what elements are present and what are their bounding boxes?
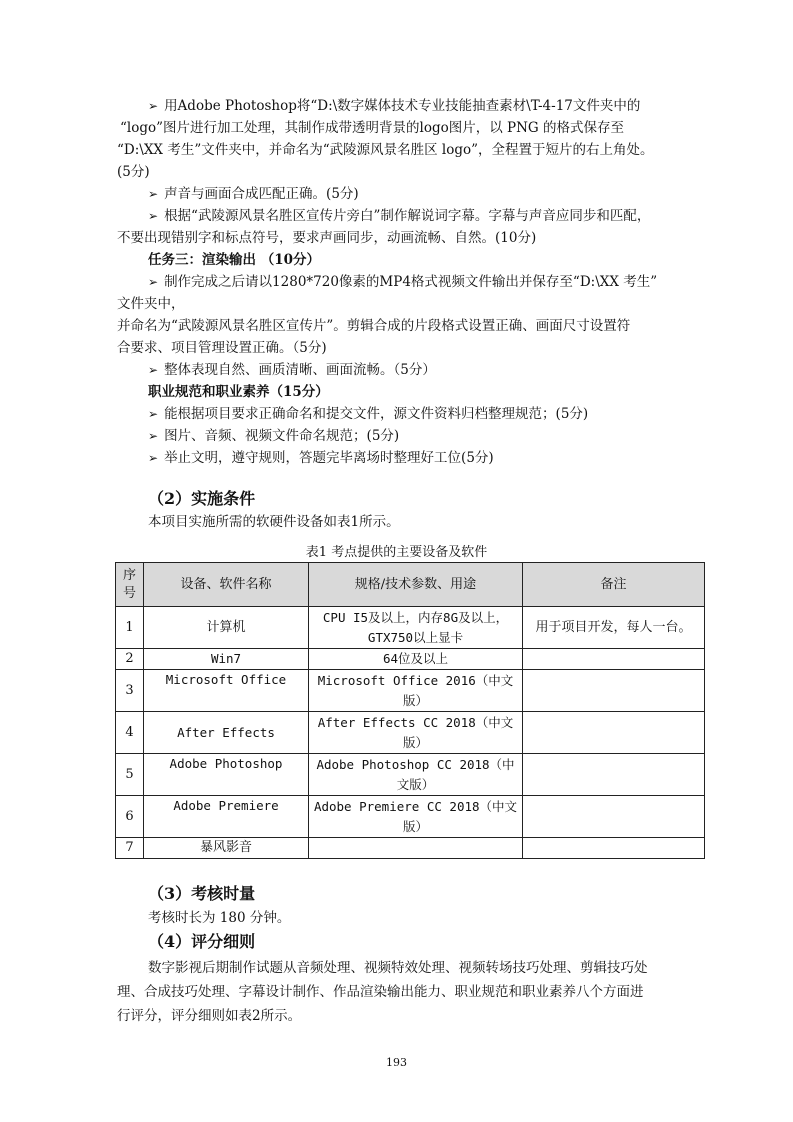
section2-text: 本项目实施所需的软硬件设备如表1所示。 (148, 514, 400, 530)
cell-spec: Microsoft Office 2016（中文版） (309, 670, 523, 712)
task3-line-2: 文件夹中， (117, 296, 185, 312)
prof-bullet-3: ➢ 举止文明，遵守规则，答题完毕离场时整理好工位(5分) (148, 448, 494, 468)
cell-note (523, 712, 705, 754)
table-row (116, 649, 705, 670)
table-row (116, 670, 705, 712)
cell-spec: Adobe Photoshop CC 2018（中文版） (309, 754, 523, 796)
cell-name: After Effects (144, 712, 309, 754)
section3-text: 考核时长为 180 分钟。 (148, 910, 291, 926)
cell-name: Adobe Premiere (144, 796, 309, 838)
bullet-subtitle-2: 不要出现错别字和标点符号，要求声画同步，动画流畅、自然。(10分) (117, 230, 537, 246)
header-spec: 规格/技术参数、用途 (309, 563, 523, 607)
cell-note (523, 649, 705, 670)
table-row (116, 607, 705, 649)
cell-no: 4 (116, 712, 144, 754)
prof-title: 职业规范和职业素养（15分） (148, 384, 329, 400)
cell-no: 5 (116, 754, 144, 796)
cell-note (523, 838, 705, 859)
cell-note (523, 796, 705, 838)
intro-line-3: “D:\XX 考生”文件夹中，并命名为“武陵源风景名胜区 logo”，全程置于短片的右上角处。 (117, 142, 654, 158)
bullet-sound: ➢ 声音与画面合成匹配正确。(5分) (148, 184, 359, 204)
table-row (116, 712, 705, 754)
table-row (116, 838, 705, 859)
task3-line-3: 并命名为“武陵源风景名胜区宣传片”。剪辑合成的片段格式设置正确、画面尺寸设置符 (117, 318, 631, 334)
cell-note (523, 754, 705, 796)
cell-no: 2 (116, 649, 144, 670)
cell-spec: Adobe Premiere CC 2018（中文版） (309, 796, 523, 838)
section3-title: （3）考核时量 (148, 884, 256, 903)
cell-no: 7 (116, 838, 144, 859)
header-name: 设备、软件名称 (144, 563, 309, 607)
cell-spec: CPU I5及以上，内存8G及以上，GTX750以上显卡 (309, 607, 523, 649)
cell-no: 3 (116, 670, 144, 712)
task3-line-1: ➢ 制作完成之后请以1280*720像素的MP4格式视频文件输出并保存至“D:\XX 考生” (148, 272, 657, 292)
task3-line-4: 合要求、项目管理设置正确。（5分) (117, 340, 327, 356)
section2-title: （2）实施条件 (148, 489, 256, 508)
bullet-subtitle-1: ➢ 根据“武陵源风景名胜区宣传片旁白”制作解说词字幕。字幕与声音应同步和匹配， (148, 206, 650, 226)
cell-spec (309, 838, 523, 859)
cell-no: 6 (116, 796, 144, 838)
section4-line-3: 行评分，评分细则如表2所示。 (117, 1008, 302, 1024)
equipment-table (115, 562, 705, 859)
table-header-row (116, 563, 705, 607)
cell-name: Microsoft Office (144, 670, 309, 712)
intro-line-4: (5分) (117, 164, 150, 180)
header-note: 备注 (523, 563, 705, 607)
cell-name: 计算机 (144, 607, 309, 649)
cell-name: 暴风影音 (144, 838, 309, 859)
task3-title: 任务三：渲染输出 （10分） (148, 252, 320, 268)
section4-line-2: 理、合成技巧处理、字幕设计制作、作品渲染输出能力、职业规范和职业素养八个方面进 (117, 984, 644, 1000)
page-number: 193 (386, 1056, 407, 1069)
cell-spec: 64位及以上 (309, 649, 523, 670)
table-row (116, 754, 705, 796)
cell-note: 用于项目开发，每人一台。 (523, 607, 705, 649)
table-row (116, 796, 705, 838)
cell-no: 1 (116, 607, 144, 649)
cell-name: Adobe Photoshop (144, 754, 309, 796)
intro-line-1: ➢ 用Adobe Photoshop将“D:\数字媒体技术专业技能抽查素材\T-4-17文件夹中的 (148, 96, 640, 116)
header-no: 序号 (116, 563, 144, 607)
intro-line-2: “logo”图片进行加工处理，其制作成带透明背景的logo图片，以 PNG 的格式保存至 (120, 120, 624, 136)
section4-line-1: 数字影视后期制作试题从音频处理、视频特效处理、视频转场技巧处理、剪辑技巧处 (148, 960, 648, 976)
cell-name: Win7 (144, 649, 309, 670)
bullet-overall: ➢ 整体表现自然、画质清晰、画面流畅。（5分） (148, 360, 436, 380)
prof-bullet-2: ➢ 图片、音频、视频文件命名规范；(5分) (148, 426, 399, 446)
cell-spec: After Effects CC 2018（中文版） (309, 712, 523, 754)
cell-note (523, 670, 705, 712)
section4-title: （4）评分细则 (148, 932, 256, 951)
table-caption: 表1 考点提供的主要设备及软件 (305, 545, 488, 560)
prof-bullet-1: ➢ 能根据项目要求正确命名和提交文件，源文件资料归档整理规范；(5分) (148, 404, 588, 424)
